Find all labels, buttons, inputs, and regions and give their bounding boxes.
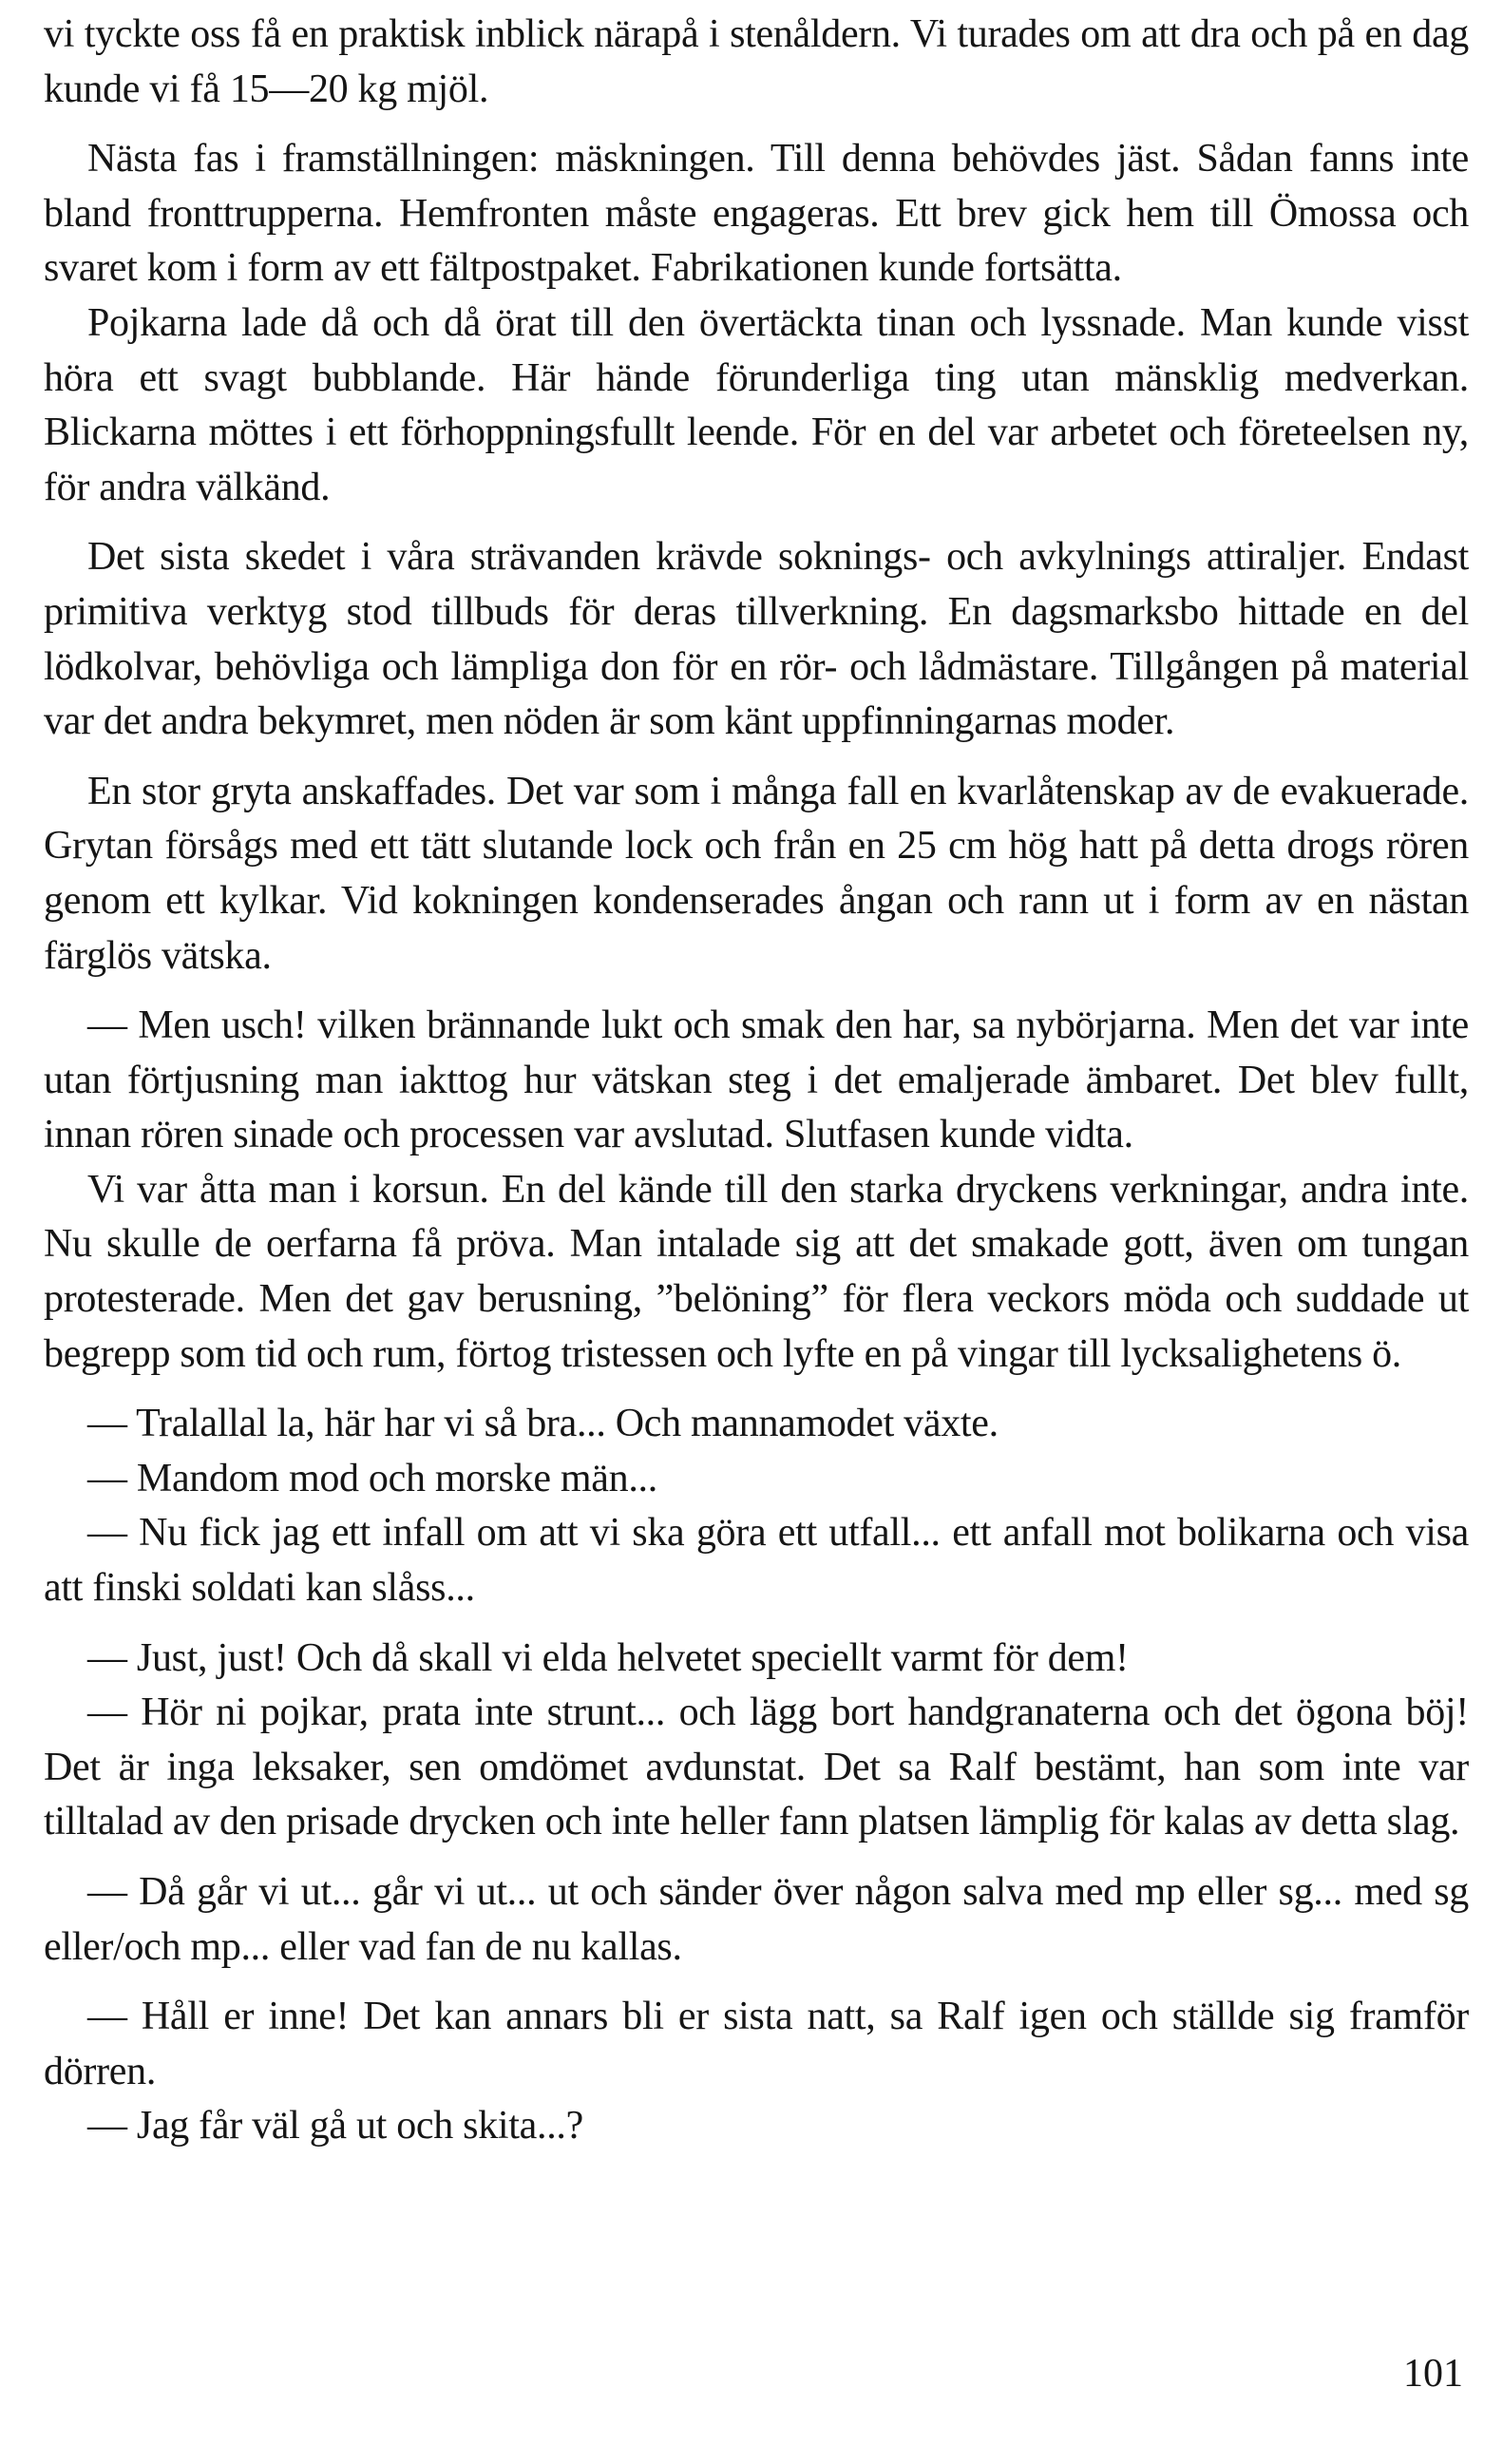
paragraph: Vi var åtta man i korsun. En del kände till den starka dryckens verkningar, andra inte. Nu skulle de oerfarna få pröva. Man intalade sig att det smakade gott, även om tungan protesterade. Men det gav berusning, ”belöning” för flera veckors möda och suddade ut begrepp som tid och rum, förtog tristessen och lyfte en på vingar till lycksalighetens ö.: [44, 1167, 1469, 1376]
paragraph: — Tralallal la, här har vi så bra... Och mannamodet växte.: [87, 1402, 999, 1446]
paragraph: — Hör ni pojkar, prata inte strunt... och lägg bort handgranaterna och det ögona böj! Det är inga leksaker, sen omdömet avdunstat. Det sa Ralf bestämt, han som inte var tilltalad av den prisade drycken och inte heller fann platsen lämplig för kalas av detta slag.: [44, 1690, 1469, 1844]
paragraph: — Jag får väl gå ut och skita...?: [87, 2104, 583, 2149]
page-number: 101: [1403, 2352, 1463, 2396]
body-text: [44, 8, 1469, 2154]
paragraph: — Mandom mod och morske män...: [87, 1456, 657, 1500]
paragraph: Nästa fas i framställningen: mäskningen. Till denna behövdes jäst. Sådan fanns inte bland fronttrupperna. Hemfronten måste engageras. Ett brev gick hem till Ömossa och svaret kom i form av ett fältpostpaket. Fabrikationen kunde fortsätta.: [44, 137, 1469, 291]
paragraph: — Håll er inne! Det kan annars bli er sista natt, sa Ralf igen och ställde sig framför dörren.: [44, 1995, 1469, 2093]
paragraph: — Men usch! vilken brännande lukt och smak den har, sa nybörjarna. Men det var inte utan förtjusning man iakttog hur vätskan steg i det emaljerade ämbaret. Det blev fullt, innan rören sinade och processen var avslutad. Slutfasen kunde vidta.: [44, 1003, 1469, 1157]
paragraph: vi tyckte oss få en praktisk inblick närapå i stenåldern. Vi turades om att dra och på en dag kunde vi få 15—20 kg mjöl.: [44, 12, 1469, 111]
paragraph: Pojkarna lade då och då örat till den övertäckta tinan och lyssnade. Man kunde visst höra ett svagt bubblande. Här hände förunderliga ting utan mänsklig medverkan. Blickarna möttes i ett förhoppningsfullt leende. För en del var arbetet och företeelsen ny, för andra välkänd.: [44, 300, 1469, 509]
paragraph: — Då går vi ut... går vi ut... ut och sänder över någon salva med mp eller sg... med sg eller/och mp... eller vad fan de nu kallas.: [44, 1870, 1469, 1969]
paragraph: — Nu fick jag ett infall om att vi ska göra ett utfall... ett anfall mot bolikarna och visa att finski soldati kan slåss...: [44, 1511, 1469, 1611]
paragraph: — Just, just! Och då skall vi elda helvetet speciellt varmt för dem!: [87, 1635, 1129, 1680]
paragraph: En stor gryta anskaffades. Det var som i många fall en kvarlåtenskap av de evakuerade. Grytan försågs med ett tätt slutande lock och från en 25 cm hög hatt på detta drogs rören genom ett kylkar. Vid kokningen kondenserades ångan och rann ut i form av en nästan färglös vätska.: [44, 769, 1469, 978]
paragraph: Det sista skedet i våra strävanden krävde soknings- och avkylnings attiraljer. Endast primitiva verktyg stod tillbuds för deras tillverkning. En dagsmarksbo hittade en del lödkolvar, behövliga och lämpliga don för en rör- och lådmästare. Tillgången på material var det andra bekymret, men nöden är som känt uppfinningarnas moder.: [44, 535, 1469, 744]
